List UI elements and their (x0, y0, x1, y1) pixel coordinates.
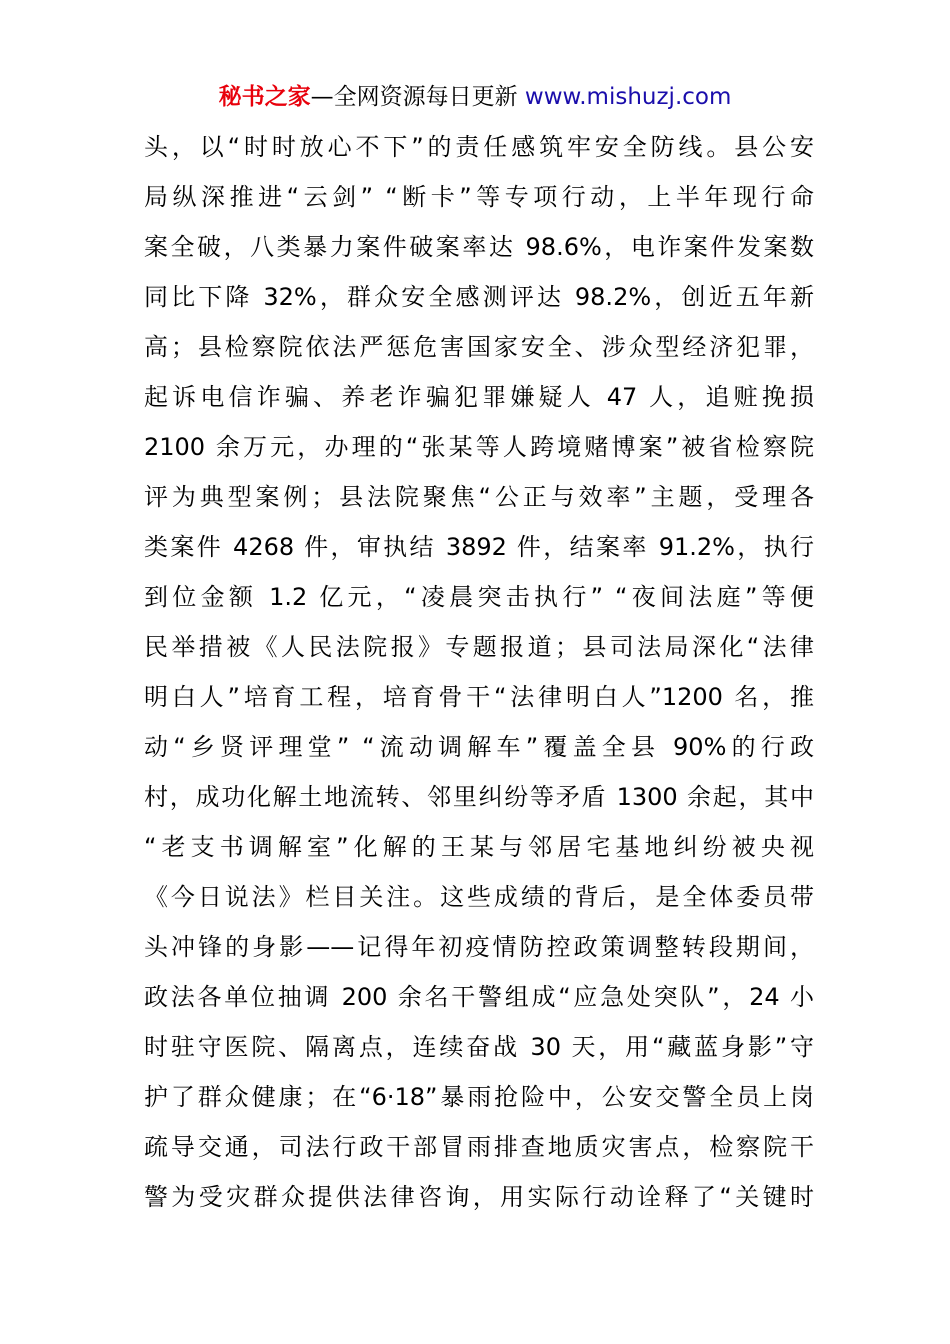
body-line: 政法各单位抽调 200 余名干警组成“应急处突队”，24 小 (144, 983, 814, 1011)
body-line: “老支书调解室”化解的王某与邻居宅基地纠纷被央视 (144, 833, 814, 861)
body-line: 头冲锋的身影——记得年初疫情防控政策调整转段期间， (144, 933, 814, 961)
body-line: 2100 余万元，办理的“张某等人跨境赌博案”被省检察院 (144, 433, 814, 461)
body-line: 类案件 4268 件，审执结 3892 件，结案率 91.2%，执行 (144, 533, 814, 561)
header-tagline: —全网资源每日更新 (310, 84, 525, 110)
document-body (144, 127, 814, 1227)
body-line: 起诉电信诈骗、养老诈骗犯罪嫌疑人 47 人，追赃挽损 (144, 383, 814, 411)
body-line: 到位金额 1.2 亿元，“凌晨突击执行” “夜间法庭”等便 (144, 583, 814, 611)
body-line: 头，以“时时放心不下”的责任感筑牢安全防线。县公安 (144, 133, 814, 161)
body-line: 疏导交通，司法行政干部冒雨排查地质灾害点，检察院干 (144, 1133, 814, 1161)
body-line: 时驻守医院、隔离点，连续奋战 30 天，用“藏蓝身影”守 (144, 1033, 814, 1061)
body-line: 民举措被《人民法院报》专题报道；县司法局深化“法律 (144, 633, 814, 661)
body-line: 《今日说法》栏目关注。这些成绩的背后，是全体委员带 (144, 883, 814, 911)
body-line: 动“乡贤评理堂” “流动调解车”覆盖全县 90%的行政 (144, 733, 814, 761)
body-line: 案全破，八类暴力案件破案率达 98.6%，电诈案件发案数 (144, 233, 814, 261)
body-line: 评为典型案例；县法院聚焦“公正与效率”主题，受理各 (144, 483, 814, 511)
body-line: 同比下降 32%，群众安全感测评达 98.2%，创近五年新 (144, 283, 814, 311)
body-line: 高；县检察院依法严惩危害国家安全、涉众型经济犯罪， (144, 333, 814, 361)
body-line: 局纵深推进“云剑” “断卡”等专项行动，上半年现行命 (144, 183, 814, 211)
body-line: 明白人”培育工程，培育骨干“法律明白人”1200 名，推 (144, 683, 814, 711)
site-url-link[interactable]: www.mishuzj.com (524, 84, 732, 110)
body-line: 村，成功化解土地流转、邻里纠纷等矛盾 1300 余起，其中 (144, 783, 814, 811)
brand-name: 秘书之家 (218, 84, 311, 110)
site-header (0, 80, 950, 114)
body-line: 警为受灾群众提供法律咨询，用实际行动诠释了“关键时 (144, 1183, 814, 1211)
body-line: 护了群众健康；在“6·18”暴雨抢险中，公安交警全员上岗 (144, 1083, 814, 1111)
